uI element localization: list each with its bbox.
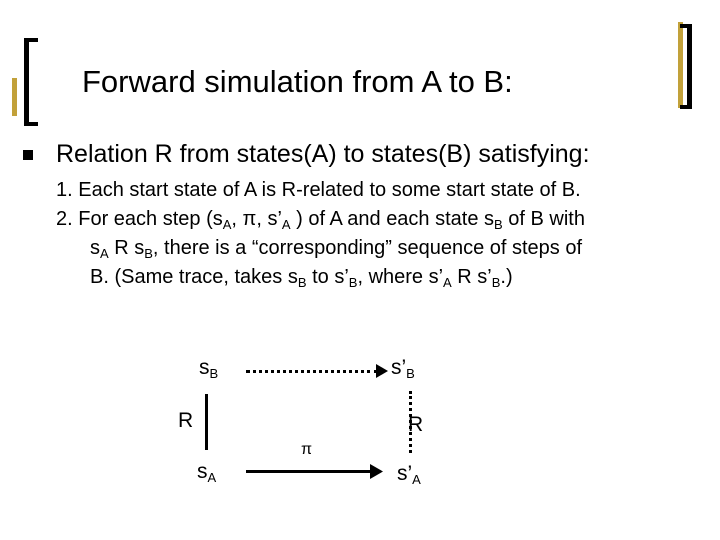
item-2: 2. For each step ($s_A$, π, $s’_A$ ) of A and each state $s_B$ of B with	[56, 208, 585, 232]
bracket-left	[24, 38, 38, 126]
bracket-right	[680, 24, 692, 109]
action-label-pi: π	[301, 441, 313, 458]
bullet-square-icon	[23, 150, 33, 160]
slide-title: Forward simulation from A to B:	[82, 64, 513, 99]
solid-arrow-line-bottom	[246, 470, 372, 473]
relation-label-right: R	[408, 413, 424, 436]
decorative-bar-left	[12, 78, 17, 116]
item-2-line-2: $s_A$ R $s_B$, there is a “corresponding” sequence of steps of	[90, 237, 583, 261]
item-1: 1. Each start state of A is R-related to some start state of B.	[56, 179, 581, 201]
arrowhead-bottom-icon	[370, 464, 383, 479]
relation-line-right-dotted	[409, 391, 412, 453]
arrowhead-top-icon	[376, 364, 388, 378]
state-sA: $s_A$	[197, 460, 217, 485]
state-sA-prime: $s’_A$	[397, 462, 421, 487]
item-2-line-3: B. (Same trace, takes $s_B$ to $s’_B$, where $s’_A$ R $s’_B$.)	[90, 266, 513, 290]
relation-label-left: R	[178, 409, 194, 432]
bullet-text: Relation R from states(A) to states(B) satisfying:	[56, 140, 590, 168]
relation-line-left	[205, 394, 208, 450]
dotted-arrow-line-top	[246, 370, 378, 373]
state-sB: $s_B$	[199, 356, 219, 381]
state-sB-prime: $s’_B$	[391, 356, 415, 381]
